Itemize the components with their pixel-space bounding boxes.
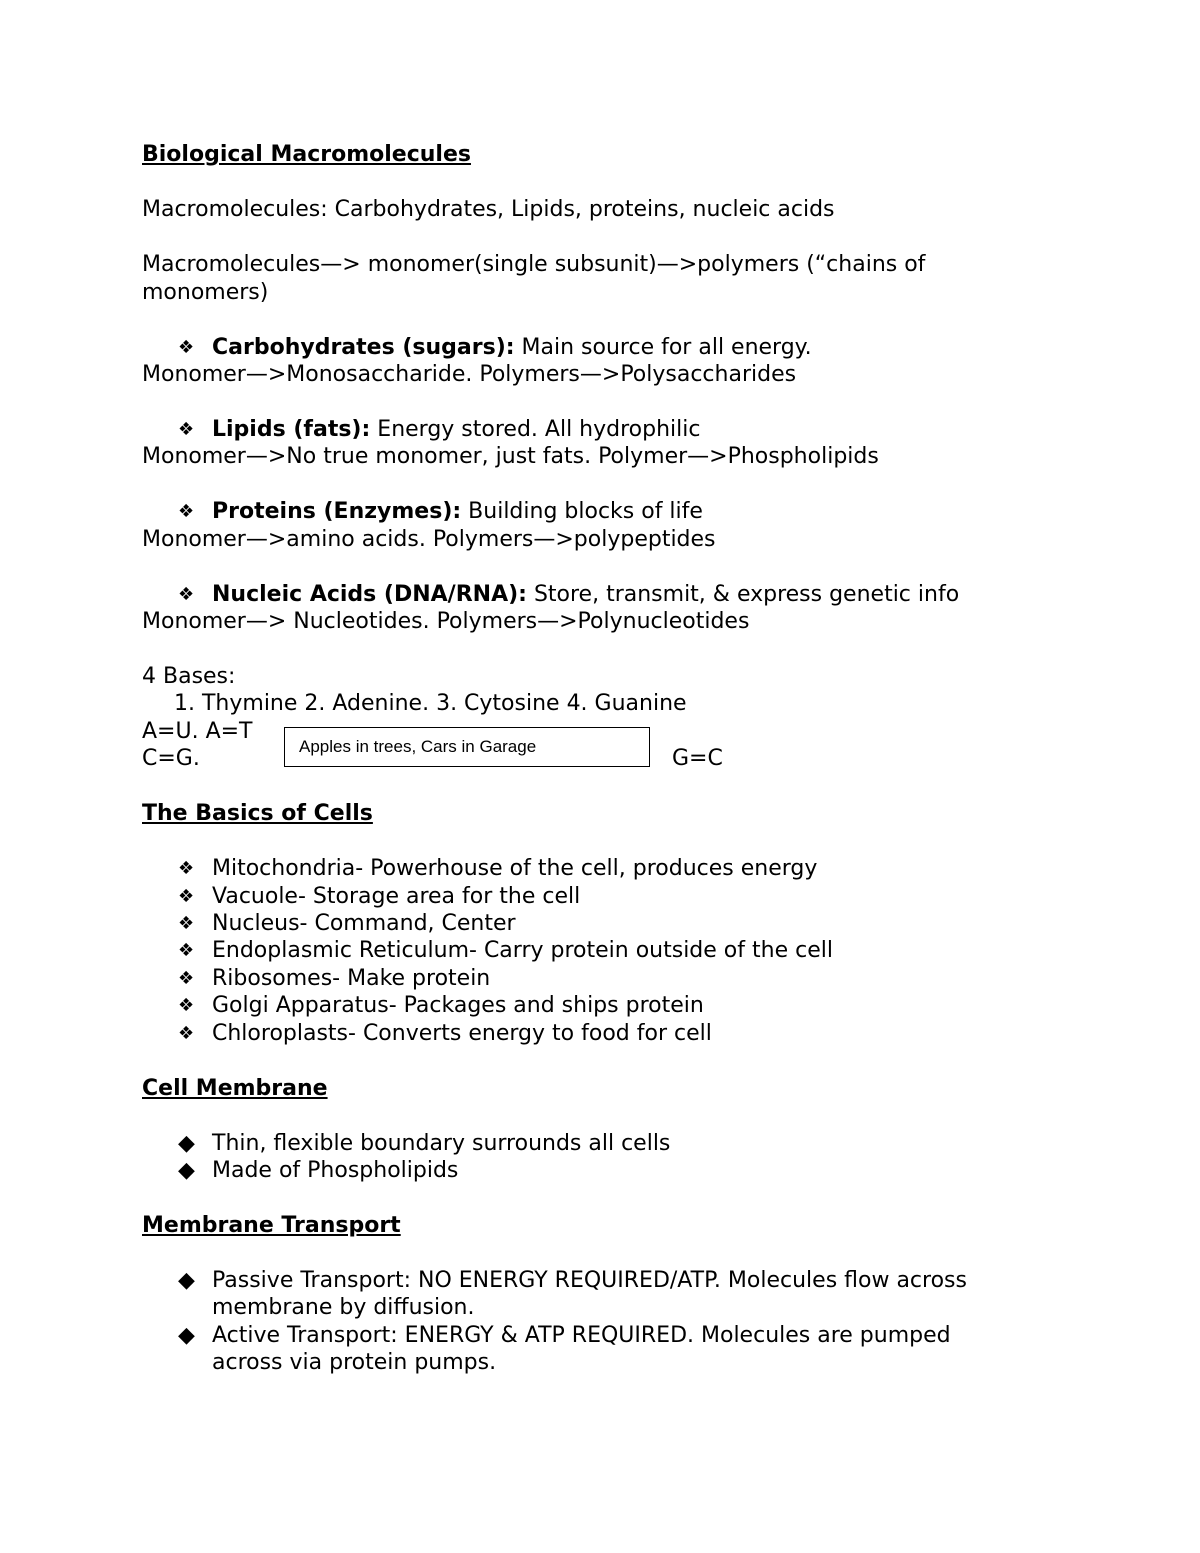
diamond-bullet-icon: ❖	[178, 337, 195, 358]
group-nucleic-acids	[212, 581, 959, 609]
base-pair-au-at: A=U. A=T	[142, 719, 253, 744]
group-desc: Store, transmit, & express genetic info	[526, 582, 960, 607]
group-detail: Monomer—>No true monomer, just fats. Polymer—>Phospholipids	[142, 444, 879, 469]
group-carbohydrates	[212, 334, 812, 362]
diamond-bullet-icon: ❖	[178, 968, 195, 989]
diamond-bullet-icon: ❖	[178, 1023, 195, 1044]
list-item: Made of Phospholipids	[212, 1158, 459, 1183]
diamond-bullet-icon: ❖	[178, 501, 195, 522]
list-item: Chloroplasts- Converts energy to food for cell	[212, 1021, 712, 1046]
diamond-bullet-icon: ❖	[178, 419, 195, 440]
list-item: Thin, flexible boundary surrounds all cells	[212, 1131, 671, 1156]
group-desc: Energy stored. All hydrophilic	[370, 417, 701, 442]
diamond-bullet-icon: ◆	[178, 1268, 195, 1293]
group-proteins	[212, 498, 703, 526]
group-title: Proteins (Enzymes):	[212, 499, 462, 524]
group-detail: Monomer—>amino acids. Polymers—>polypeptides	[142, 527, 716, 552]
diamond-bullet-icon: ◆	[178, 1323, 195, 1348]
list-item-continuation: membrane by diffusion.	[212, 1295, 475, 1320]
group-detail: Monomer—>Monosaccharide. Polymers—>Polysaccharides	[142, 362, 797, 387]
mnemonic-textbox: Apples in trees, Cars in Garage	[284, 727, 650, 767]
group-title: Carbohydrates (sugars):	[212, 335, 515, 360]
diamond-bullet-icon: ❖	[178, 940, 195, 961]
list-item: Active Transport: ENERGY & ATP REQUIRED. Molecules are pumped	[212, 1323, 951, 1348]
paragraph-monomer-polymer-1: Macromolecules—> monomer(single subsunit)—>polymers (“chains of	[142, 252, 926, 277]
list-item: Passive Transport: NO ENERGY REQUIRED/ATP. Molecules flow across	[212, 1268, 967, 1293]
bases-list: 1. Thymine 2. Adenine. 3. Cytosine 4. Guanine	[174, 691, 687, 716]
paragraph-monomer-polymer-2: monomers)	[142, 280, 269, 305]
list-item: Nucleus- Command, Center	[212, 911, 516, 936]
diamond-bullet-icon: ◆	[178, 1131, 195, 1156]
list-item: Ribosomes- Make protein	[212, 966, 491, 991]
group-desc: Building blocks of life	[461, 499, 703, 524]
diamond-bullet-icon: ❖	[178, 995, 195, 1016]
section-heading-cell-membrane: Cell Membrane	[142, 1076, 328, 1101]
paragraph-macromolecules-list: Macromolecules: Carbohydrates, Lipids, proteins, nucleic acids	[142, 197, 835, 222]
diamond-bullet-icon: ❖	[178, 584, 195, 605]
section-heading-macromolecules: Biological Macromolecules	[142, 142, 471, 167]
group-title: Lipids (fats):	[212, 417, 371, 442]
group-lipids	[212, 416, 700, 444]
diamond-bullet-icon: ◆	[178, 1158, 195, 1183]
group-title: Nucleic Acids (DNA/RNA):	[212, 582, 527, 607]
base-pair-cg: C=G.	[142, 746, 200, 771]
group-desc: Main source for all energy.	[514, 335, 812, 360]
group-detail: Monomer—> Nucleotides. Polymers—>Polynucleotides	[142, 609, 750, 634]
list-item: Mitochondria- Powerhouse of the cell, produces energy	[212, 856, 818, 881]
list-item-continuation: across via protein pumps.	[212, 1350, 497, 1375]
diamond-bullet-icon: ❖	[178, 913, 195, 934]
diamond-bullet-icon: ❖	[178, 886, 195, 907]
section-heading-cells: The Basics of Cells	[142, 801, 373, 826]
list-item: Vacuole- Storage area for the cell	[212, 884, 581, 909]
section-heading-membrane-transport: Membrane Transport	[142, 1213, 401, 1238]
list-item: Endoplasmic Reticulum- Carry protein outside of the cell	[212, 938, 833, 963]
diamond-bullet-icon: ❖	[178, 858, 195, 879]
base-pair-gc: G=C	[672, 746, 723, 771]
bases-label: 4 Bases:	[142, 664, 236, 689]
list-item: Golgi Apparatus- Packages and ships protein	[212, 993, 704, 1018]
